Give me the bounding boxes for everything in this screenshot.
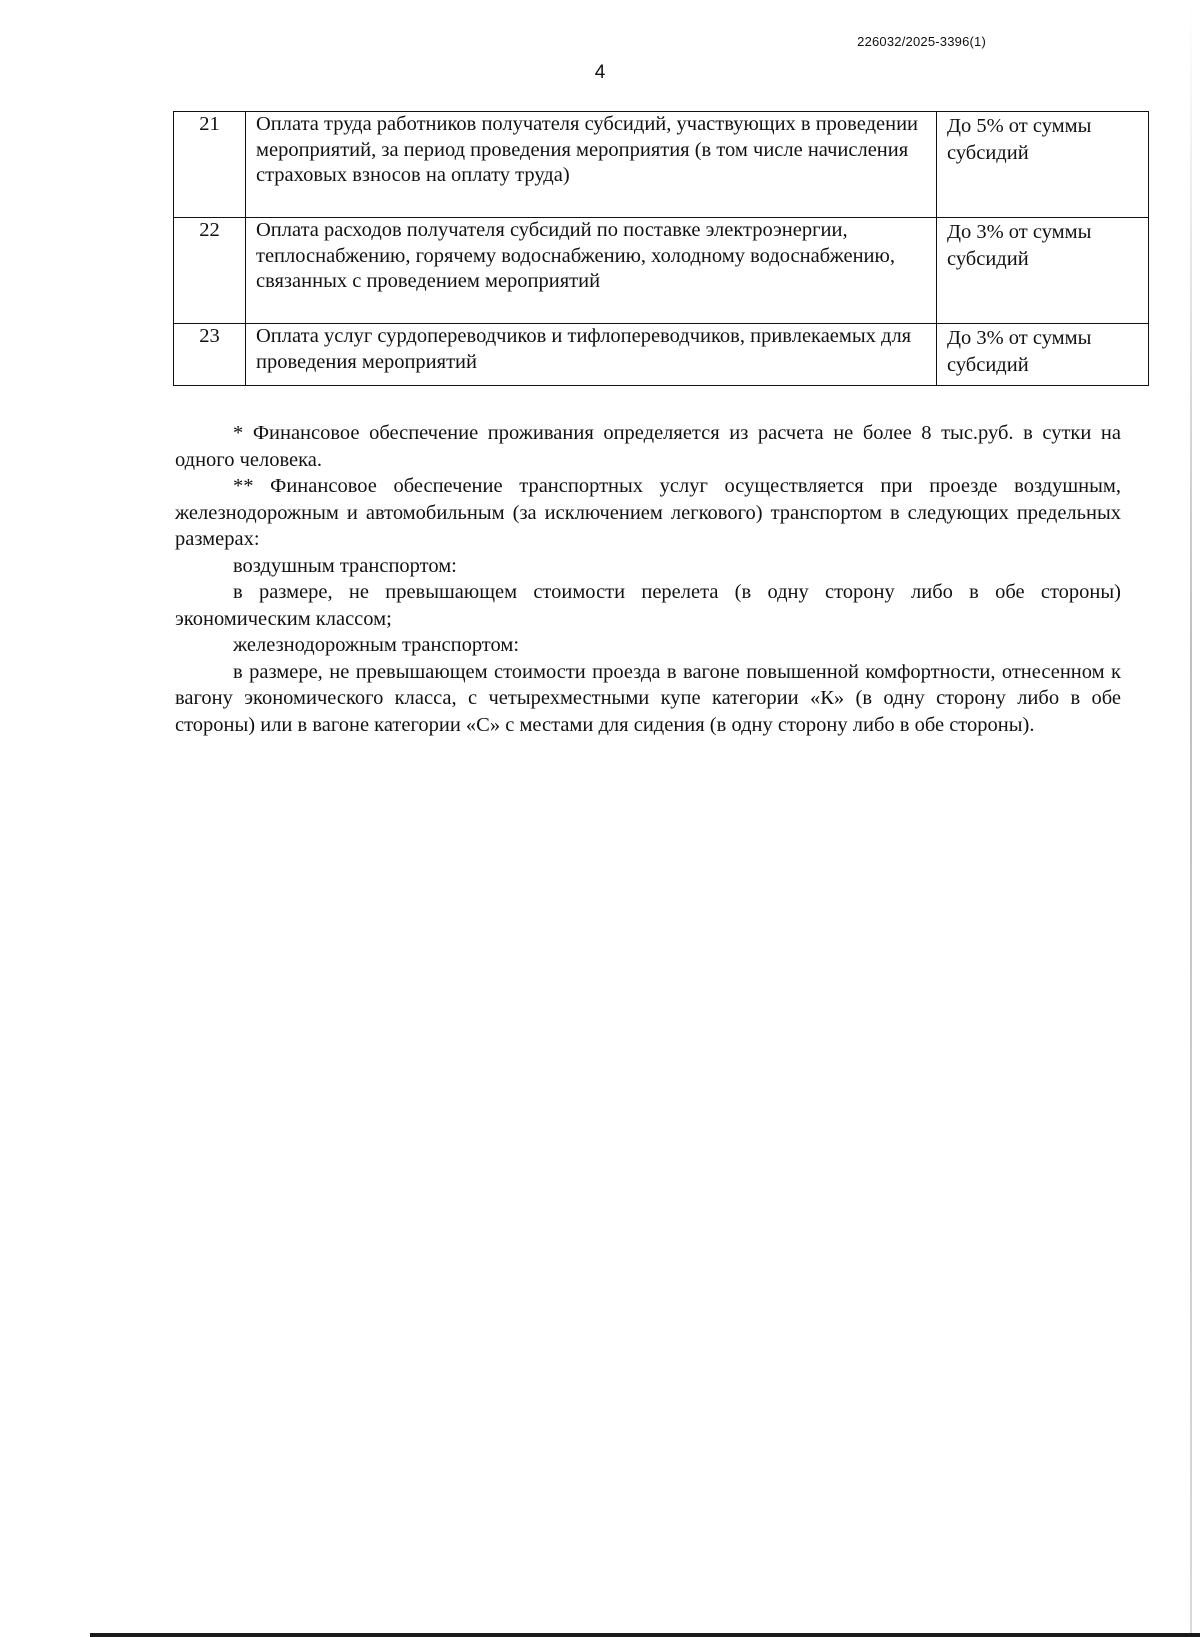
row-number: 21	[174, 112, 246, 218]
transport-air-heading: воздушным транспортом:	[233, 554, 457, 577]
row-number: 22	[174, 218, 246, 324]
row-share-limit: До 5% от суммы субсидий	[937, 112, 1149, 218]
row-description: Оплата труда работников получателя субсидий, участвующих в проведении мероприятий, за период проведения мероприятия (в том числе начисления страховых взносов на оплату труда)	[246, 112, 937, 218]
transport-air-limit: в размере, не превышающем стоимости перелета (в одну сторону либо в обе стороны) экономическим классом;	[175, 581, 1121, 630]
row-share-limit: До 3% от суммы субсидий	[937, 218, 1149, 324]
transport-rail-limit: в размере, не превышающем стоимости проезда в вагоне повышенной комфортности, отнесенном к вагону экономического класса, с четырехместными купе категории «К» (в одну сторону либо в обе стороны) или в вагоне категории «С» с местами для сидения (в одну сторону либо в обе стороны).	[175, 660, 1121, 736]
table-row	[174, 324, 1149, 386]
transport-rail-heading: железнодорожным транспортом:	[233, 634, 520, 656]
scan-edge-line	[1190, 0, 1192, 1637]
document-registration-number: 226032/2025-3396(1)	[857, 34, 986, 49]
row-description: Оплата услуг сурдопереводчиков и тифлопереводчиков, привлекаемых для проведения мероприятий	[246, 324, 937, 386]
row-description: Оплата расходов получателя субсидий по поставке электроэнергии, теплоснабжению, горячему водоснабжению, холодному водоснабжению, связанных с проведением мероприятий	[246, 218, 937, 324]
page-number: 4	[594, 62, 606, 83]
table-row	[174, 112, 1149, 218]
table-row	[174, 218, 1149, 324]
row-number: 23	[174, 324, 246, 386]
footnote-transport: ** Финансовое обеспечение транспортных услуг осуществляется при проезде воздушным, железнодорожным и автомобильным (за исключением легкового) транспортом в следующих предельных размерах:	[175, 475, 1121, 550]
footnotes	[175, 420, 1121, 738]
expenses-table	[173, 111, 1149, 386]
row-share-limit: До 3% от суммы субсидий	[937, 324, 1149, 386]
footnote-accommodation: * Финансовое обеспечение проживания определяется из расчета не более 8 тыс.руб. в сутки на одного человека.	[175, 422, 1121, 471]
scan-bottom-edge	[90, 1633, 1200, 1637]
